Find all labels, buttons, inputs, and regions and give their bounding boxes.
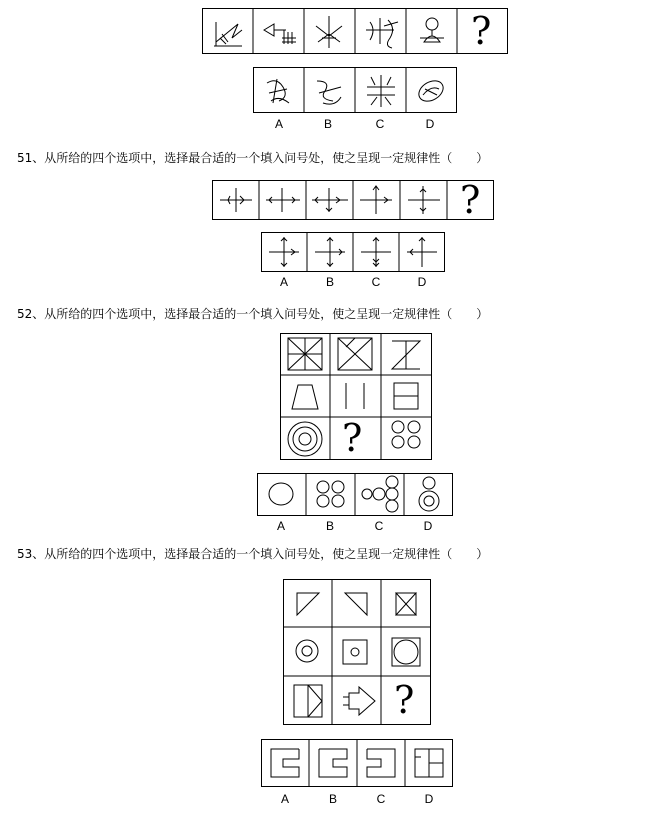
q50-option-b[interactable]: B — [323, 117, 332, 131]
q51-options — [261, 232, 445, 272]
q52-option-a[interactable]: A — [276, 519, 285, 533]
q53-grid — [283, 579, 431, 725]
q53-option-a[interactable]: A — [280, 792, 289, 806]
q53-option-figures — [261, 739, 453, 787]
q51-option-c[interactable]: C — [371, 275, 381, 289]
q51-option-b[interactable]: B — [325, 275, 334, 289]
q52-text: 52、从所给的四个选项中，选择最合适的一个填入问号处，使之呈现一定规律性（ ） — [17, 307, 489, 321]
q51-option-figures — [261, 232, 445, 272]
q50-option-d[interactable]: D — [425, 117, 435, 131]
q52-option-figures — [257, 473, 453, 516]
q50-option-figures — [253, 67, 457, 113]
q53-text: 53、从所给的四个选项中，选择最合适的一个填入问号处，使之呈现一定规律性（ ） — [17, 547, 489, 561]
q50-option-c[interactable]: C — [375, 117, 385, 131]
q51-sequence-figures — [212, 180, 494, 220]
q53-option-d[interactable]: D — [424, 792, 434, 806]
q53-option-c[interactable]: C — [376, 792, 386, 806]
q50-option-a[interactable]: A — [274, 117, 283, 131]
q51-text: 51、从所给的四个选项中，选择最合适的一个填入问号处，使之呈现一定规律性（ ） — [17, 151, 489, 165]
q52-option-d[interactable]: D — [423, 519, 433, 533]
q52-option-c[interactable]: C — [374, 519, 384, 533]
q50-unknown: ? — [471, 9, 492, 53]
q52-unknown: ? — [342, 416, 363, 460]
q53-unknown: ? — [394, 678, 415, 722]
q53-option-b[interactable]: B — [328, 792, 337, 806]
q52-option-b[interactable]: B — [325, 519, 334, 533]
q50-options — [253, 67, 457, 113]
q50-sequence-figures — [202, 8, 508, 54]
q52-options — [257, 473, 453, 516]
q53-options — [261, 739, 453, 787]
q51-sequence — [212, 180, 494, 220]
q51-option-d[interactable]: D — [417, 275, 427, 289]
q51-option-a[interactable]: A — [279, 275, 288, 289]
q52-grid — [280, 333, 432, 460]
q51-unknown: ? — [460, 178, 481, 222]
q50-sequence — [202, 8, 508, 54]
